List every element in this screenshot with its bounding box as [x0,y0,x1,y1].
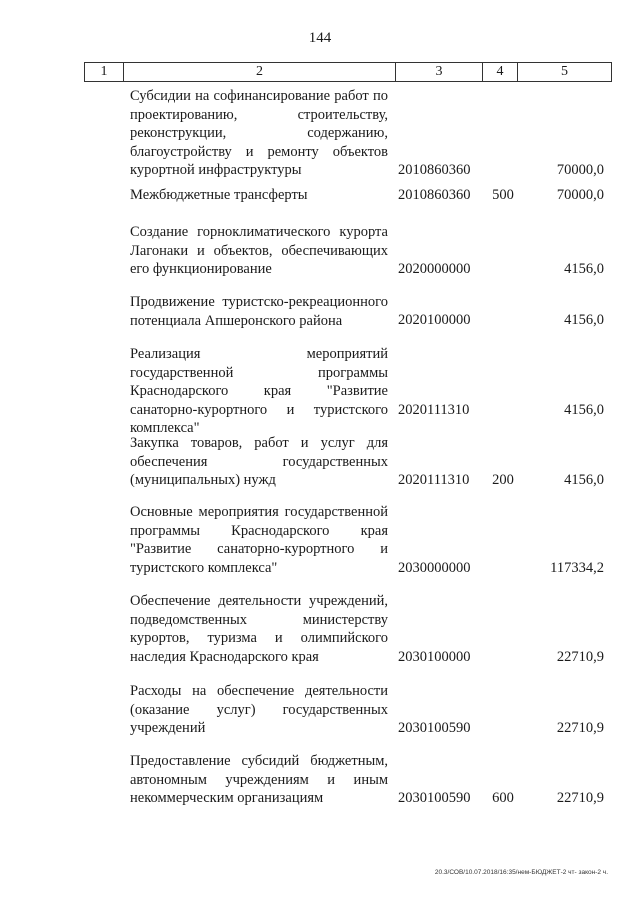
row-code: 2020100000 [398,312,471,328]
column-header-2: 2 [256,64,263,79]
row-description: Закупка товаров, работ и услуг для обеспечения государственных (муниципальных) нужд [130,435,388,488]
row-amount: 4156,0 [564,312,604,328]
row-amount: 22710,9 [556,790,604,806]
row-description: Расходы на обеспечение деятельности (оказание услуг) государственных учреждений [130,683,388,736]
row-description: Основные мероприятия государственной программы Краснодарского края "Развитие санаторно-курортного и туристского комплекса" [130,504,388,576]
page-number: 144 [308,30,332,46]
row-code: 2030100590 [398,790,471,806]
row-expense-type: 600 [492,790,514,806]
row-code: 2010860360 [398,162,471,178]
row-code: 2020111310 [398,402,470,418]
row-description: Продвижение туристско-рекреационного потенциала Апшеронского района [130,294,388,329]
row-description: Субсидии на софинансирование работ по проектированию, строительству, реконструкции, содержанию, благоустройству и ремонту объектов курортной инфраструктуры [130,88,388,178]
row-code: 2030000000 [398,560,471,576]
row-amount: 22710,9 [556,649,604,665]
row-description: Реализация мероприятий государственной программы Краснодарского края "Развитие санаторно-курортного и туристского комплекса" [130,346,388,436]
document-stamp: 20.3/СОВ/10.07.2018/16:35/нем-БЮДЖЕТ-2 чт- закон-2 ч. [434,869,608,876]
column-header-3: 3 [435,64,443,79]
row-amount: 4156,0 [564,402,604,418]
row-code: 2010860360 [398,187,471,203]
row-description: Создание горноклиматического курорта Лагонаки и объектов, обеспечивающих его функционирование [130,224,388,277]
row-code: 2030100000 [398,649,471,665]
table-header-row [84,62,612,82]
column-header-5: 5 [561,64,568,79]
column-header-4: 4 [496,64,504,79]
row-description: Обеспечение деятельности учреждений, подведомственных министерству курортов, туризма и олимпийского наследия Краснодарского края [130,593,388,665]
row-amount: 70000,0 [556,187,604,203]
row-amount: 4156,0 [564,261,604,277]
row-expense-type: 500 [492,187,514,203]
row-code: 2020000000 [398,261,471,277]
column-header-1: 1 [100,64,108,79]
row-amount: 70000,0 [556,162,604,178]
row-amount: 4156,0 [564,472,604,488]
row-code: 2030100590 [398,720,471,736]
row-description: Предоставление субсидий бюджетным, автономным учреждениям и иным некоммерческим организациям [130,753,388,806]
row-amount: 22710,9 [556,720,604,736]
row-description: Межбюджетные трансферты [130,187,308,203]
row-amount: 117334,2 [550,560,604,576]
row-expense-type: 200 [492,472,514,488]
row-code: 2020111310 [398,472,470,488]
